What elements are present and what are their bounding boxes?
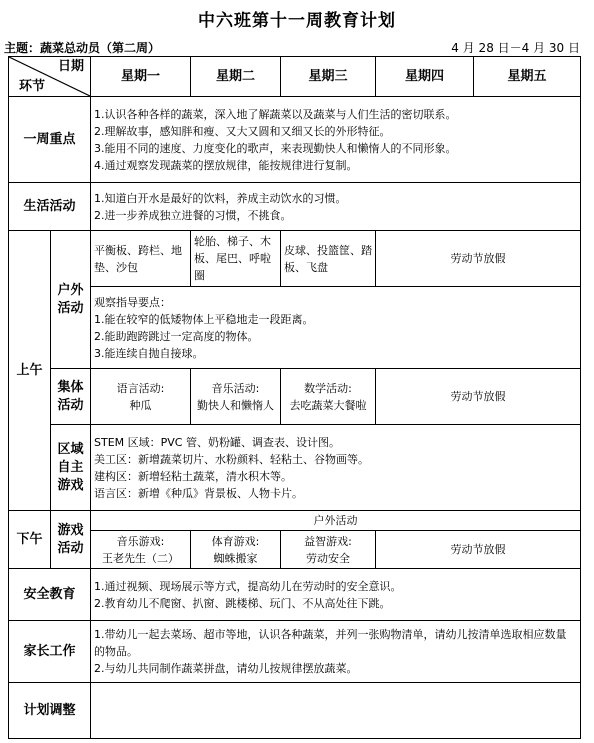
adjust-content[interactable] — [91, 683, 581, 739]
week-focus-item: 2.理解故事，感知胖和瘦、又大又圆和又细又长的外形特征。 — [94, 124, 391, 138]
group-wed-name: 去吃蔬菜大餐啦 — [289, 398, 367, 412]
outdoor-holiday: 劳动节放假 — [376, 231, 581, 287]
life-content — [91, 183, 581, 231]
area-item: 语言区：新增《种瓜》背景板、人物卡片。 — [94, 486, 303, 500]
outdoor-tue: 轮胎、梯子、木板、尾巴、呼啦圈 — [191, 231, 281, 287]
area-item: 建构区：新增轻粘土蔬菜，清水积木等。 — [94, 469, 292, 483]
parents-item: 2.与幼儿共同制作蔬菜拼盘，请幼儿按规律摆放蔬菜。 — [94, 662, 358, 675]
group-label: 集体活动 — [51, 369, 91, 425]
group-activity-row — [9, 369, 581, 425]
safety-label: 安全教育 — [9, 569, 91, 621]
area-content — [91, 425, 581, 511]
diagonal-header-cell — [9, 57, 91, 97]
area-item: STEM 区域：PVC 管、奶粉罐、调查表、设计图。 — [94, 435, 340, 449]
group-mon — [91, 369, 191, 425]
afternoon-mon-name: 王老先生（二） — [102, 551, 179, 565]
outdoor-guide-row — [9, 287, 581, 369]
guide-item: 2.能助跑跨跳过一定高度的物体。 — [94, 329, 259, 343]
area-label: 区域自主游戏 — [51, 425, 91, 511]
afternoon-header-row — [9, 511, 581, 531]
outdoor-label: 户外活动 — [51, 231, 91, 369]
group-mon-type: 语言活动: — [116, 381, 165, 395]
afternoon-wed-type: 益智游戏: — [304, 534, 352, 548]
life-row — [9, 183, 581, 231]
week-focus-item: 1.认识各种各样的蔬菜，深入地了解蔬菜以及蔬菜与人们生活的密切联系。 — [94, 107, 457, 121]
date-header-label: 日期 — [57, 59, 84, 74]
weekly-plan-table — [8, 56, 581, 739]
parents-row — [9, 621, 581, 683]
safety-content — [91, 569, 581, 621]
group-wed — [281, 369, 376, 425]
afternoon-games-row — [9, 531, 581, 569]
afternoon-holiday: 劳动节放假 — [376, 531, 581, 569]
week-focus-content — [91, 97, 581, 183]
guide-item: 3.能连续自抛自接球。 — [94, 346, 204, 360]
outdoor-equipment-row — [9, 231, 581, 287]
group-wed-type: 数学活动: — [304, 381, 352, 395]
parents-item: 1.带幼儿一起去菜场、超市等地，认识各种蔬菜，并列一张购物清单，请幼儿按清单选取相应数量的物品。 — [94, 628, 567, 658]
safety-item: 1.通过视频、现场展示等方式，提高幼儿在劳动时的安全意识。 — [94, 579, 402, 593]
life-item: 1.知道白开水是最好的饮料，养成主动饮水的习惯。 — [94, 191, 347, 205]
guide-title: 观察指导要点： — [94, 295, 171, 309]
afternoon-tue — [191, 531, 281, 569]
section-header-label: 环节 — [19, 79, 46, 94]
parents-content — [91, 621, 581, 683]
afternoon-tue-type: 体育游戏: — [211, 534, 260, 548]
theme-label: 主题：蔬菜总动员（第二周） — [4, 41, 161, 55]
safety-row — [9, 569, 581, 621]
afternoon-label: 下午 — [9, 511, 51, 569]
day-header-wed: 星期三 — [281, 57, 376, 97]
afternoon-tue-name: 蜘蛛搬家 — [213, 551, 258, 565]
day-header-mon: 星期一 — [91, 57, 191, 97]
group-tue-name: 勤快人和懒惰人 — [197, 398, 274, 412]
adjust-label: 计划调整 — [9, 683, 91, 739]
afternoon-mon-type: 音乐游戏: — [116, 534, 165, 548]
life-label: 生活活动 — [9, 183, 91, 231]
week-focus-row — [9, 97, 581, 183]
day-header-fri: 星期五 — [474, 57, 581, 97]
week-focus-item: 4.通过观察发现蔬菜的摆放规律，能按规律进行复制。 — [94, 158, 358, 172]
day-header-tue: 星期二 — [191, 57, 281, 97]
afternoon-mon — [91, 531, 191, 569]
afternoon-game-label: 游戏活动 — [51, 511, 91, 569]
group-mon-name: 种瓜 — [129, 398, 152, 412]
area-games-row — [9, 425, 581, 511]
document-title: 中六班第十一周教育计划 — [198, 11, 396, 31]
week-focus-label: 一周重点 — [9, 97, 91, 183]
group-tue — [191, 369, 281, 425]
afternoon-outdoor-header: 户外活动 — [91, 511, 581, 531]
outdoor-guide — [91, 287, 581, 369]
group-tue-type: 音乐活动: — [211, 381, 260, 395]
day-header-thu: 星期四 — [376, 57, 474, 97]
afternoon-wed-name: 劳动安全 — [306, 551, 350, 565]
area-item: 美工区：新增蔬菜切片、水粉颜料、轻粘土、谷物画等。 — [94, 452, 369, 466]
parents-label: 家长工作 — [9, 621, 91, 683]
guide-item: 1.能在较窄的低矮物体上平稳地走一段距离。 — [94, 312, 314, 326]
date-range: 4 月 28 日－4 月 30 日 — [451, 41, 580, 55]
week-focus-item: 3.能用不同的速度、力度变化的歌声，来表现勤快人和懒惰人的不同形象。 — [94, 141, 457, 155]
morning-label: 上午 — [9, 231, 51, 511]
group-holiday: 劳动节放假 — [376, 369, 581, 425]
header-row — [9, 57, 581, 97]
safety-item: 2.教育幼儿不爬窗、扒窗、跳楼梯、玩门、不从高处往下跳。 — [94, 596, 391, 610]
outdoor-mon: 平衡板、跨栏、地垫、沙包 — [91, 231, 191, 287]
outdoor-wed: 皮球、投篮筐、踏板、飞盘 — [281, 231, 376, 287]
life-item: 2.进一步养成独立进餐的习惯，不挑食。 — [94, 208, 292, 222]
afternoon-wed — [281, 531, 376, 569]
adjust-row — [9, 683, 581, 739]
